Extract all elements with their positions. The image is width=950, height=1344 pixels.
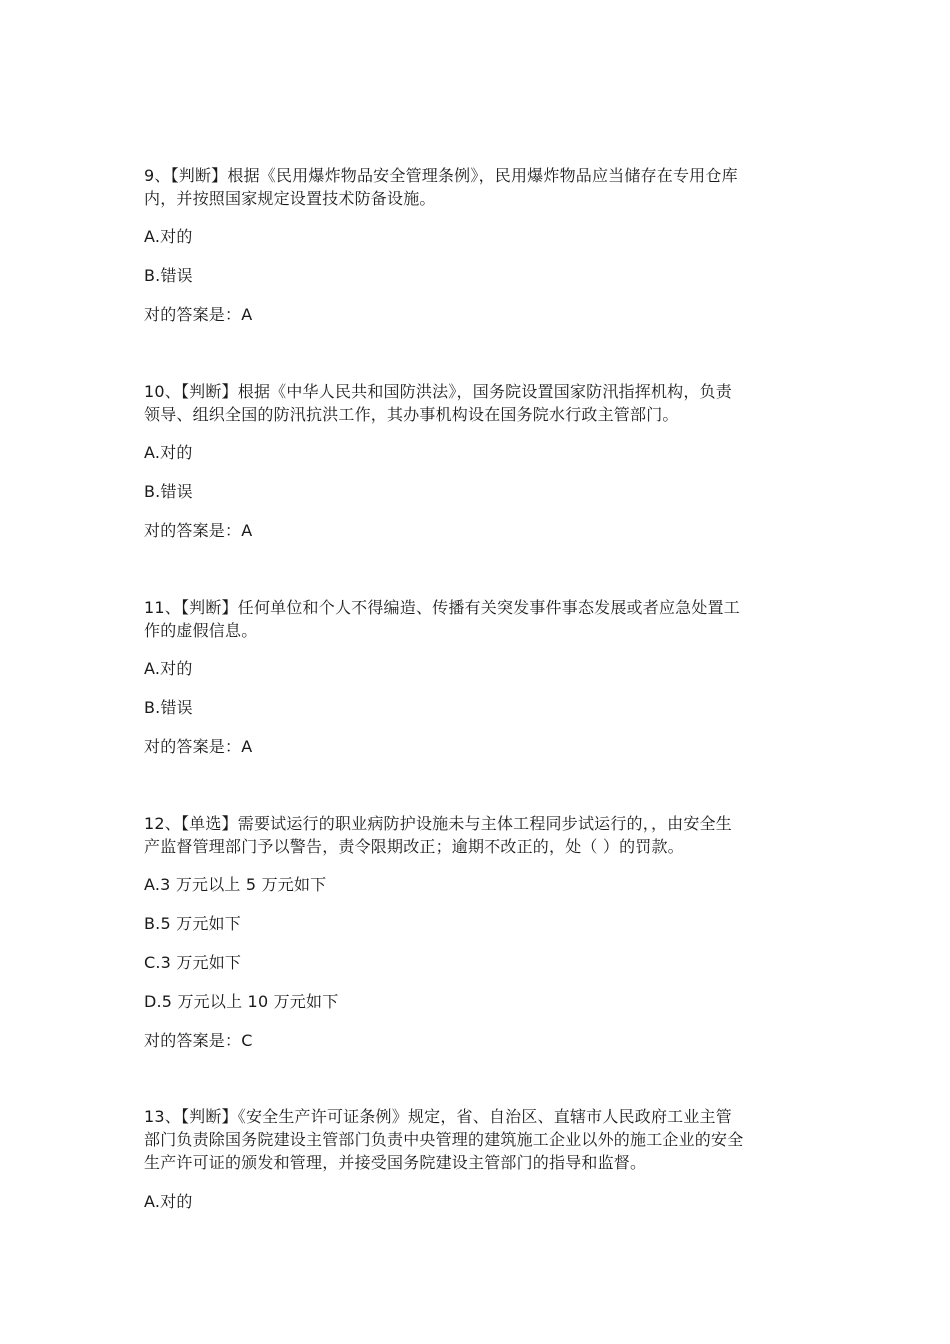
q10-stem-line-1: 10、【判断】根据《中华人民共和国防洪法》，国务院设置国家防汛指挥机构，负责 bbox=[144, 382, 732, 401]
q12-option-d: D.5 万元以上 10 万元如下 bbox=[144, 992, 339, 1011]
q11-option-b: B.错误 bbox=[144, 698, 193, 717]
q10-answer: 对的答案是：A bbox=[144, 521, 253, 540]
q9-option-a: A.对的 bbox=[144, 227, 193, 246]
q9-stem-line-1: 9、【判断】根据《民用爆炸物品安全管理条例》，民用爆炸物品应当储存在专用仓库 bbox=[144, 166, 738, 185]
q9-answer: 对的答案是：A bbox=[144, 305, 253, 324]
q12-stem-line-1: 12、【单选】需要试运行的职业病防护设施未与主体工程同步试运行的，，由安全生 bbox=[144, 814, 732, 833]
q10-stem-line-2: 领导、组织全国的防汛抗洪工作，其办事机构设在国务院水行政主管部门。 bbox=[144, 405, 679, 424]
q13-option-a: A.对的 bbox=[144, 1192, 193, 1211]
q12-option-b: B.5 万元如下 bbox=[144, 914, 241, 933]
q10-option-b: B.错误 bbox=[144, 482, 193, 501]
q12-option-a: A.3 万元以上 5 万元如下 bbox=[144, 875, 327, 894]
q13-stem-line-1: 13、【判断】《安全生产许可证条例》规定，省、自治区、直辖市人民政府工业主管 bbox=[144, 1107, 732, 1126]
q12-answer: 对的答案是：C bbox=[144, 1031, 253, 1050]
q9-stem-line-2: 内，并按照国家规定设置技术防备设施。 bbox=[144, 189, 436, 208]
q12-option-c: C.3 万元如下 bbox=[144, 953, 242, 972]
q9-option-b: B.错误 bbox=[144, 266, 193, 285]
q10-option-a: A.对的 bbox=[144, 443, 193, 462]
q11-option-a: A.对的 bbox=[144, 659, 193, 678]
q13-stem-line-3: 生产许可证的颁发和管理，并接受国务院建设主管部门的指导和监督。 bbox=[144, 1153, 647, 1172]
q11-stem-line-2: 作的虚假信息。 bbox=[144, 621, 258, 640]
q13-stem-line-2: 部门负责除国务院建设主管部门负责中央管理的建筑施工企业以外的施工企业的安全 bbox=[144, 1130, 744, 1149]
q11-stem-line-1: 11、【判断】任何单位和个人不得编造、传播有关突发事件事态发展或者应急处置工 bbox=[144, 598, 740, 617]
q11-answer: 对的答案是：A bbox=[144, 737, 253, 756]
q12-stem-line-2: 产监督管理部门予以警告，责令限期改正；逾期不改正的，处（ ）的罚款。 bbox=[144, 837, 684, 856]
